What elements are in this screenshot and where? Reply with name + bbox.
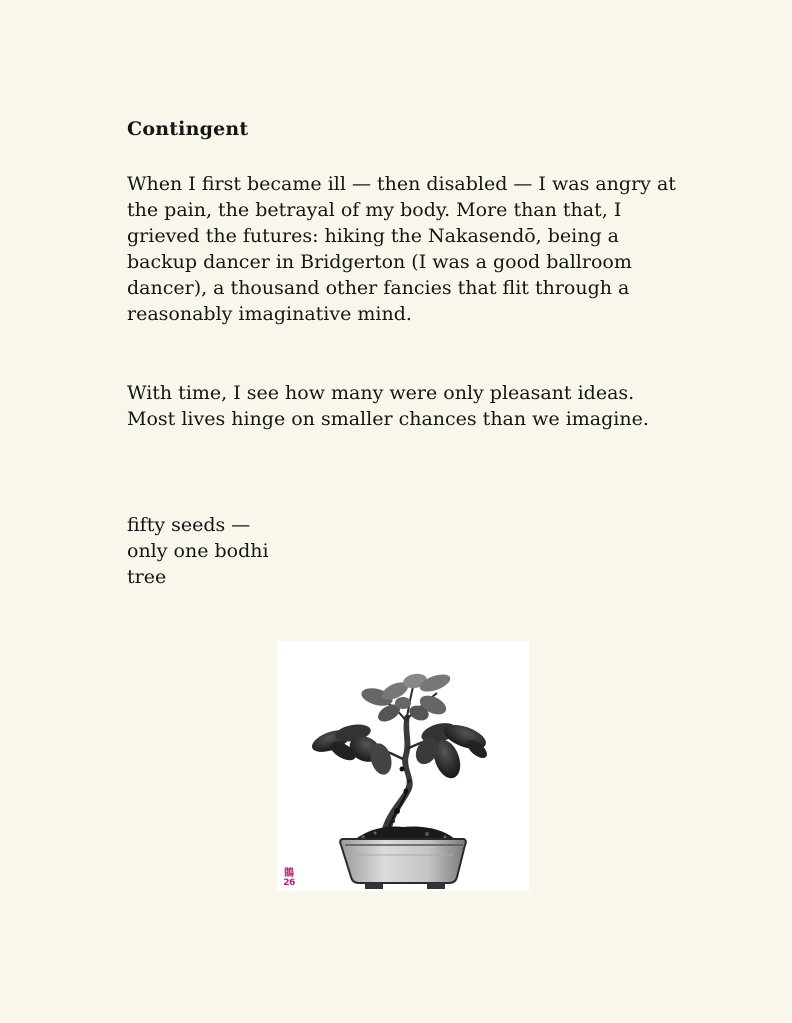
haiku-line: fifty seeds — [127, 514, 251, 536]
haiku-line: tree [127, 566, 167, 588]
artist-seal [282, 869, 296, 888]
paragraph: When I first became ill — then disabled — I was angry at the pain, the betrayal of my body. More than that, I grieved the futures: hiking the Nakasendō, being a backup dancer in Bridgerton (I was a good ballroom dancer), a thousand other fancies that flit through a reasonably imaginative mind. [127, 173, 676, 325]
paragraph: With time, I see how many were only pleasant ideas. Most lives hinge on smaller chances than we imagine. [127, 382, 649, 430]
seal-number: 26 [283, 878, 295, 888]
page-title: Contingent [127, 118, 249, 140]
seal-glyph: 鵲 [284, 868, 294, 879]
bonsai-tree-icon [277, 641, 529, 891]
bonsai-illustration [277, 641, 529, 891]
haiku [127, 512, 269, 590]
haiku-line: only one bodhi [127, 540, 269, 562]
